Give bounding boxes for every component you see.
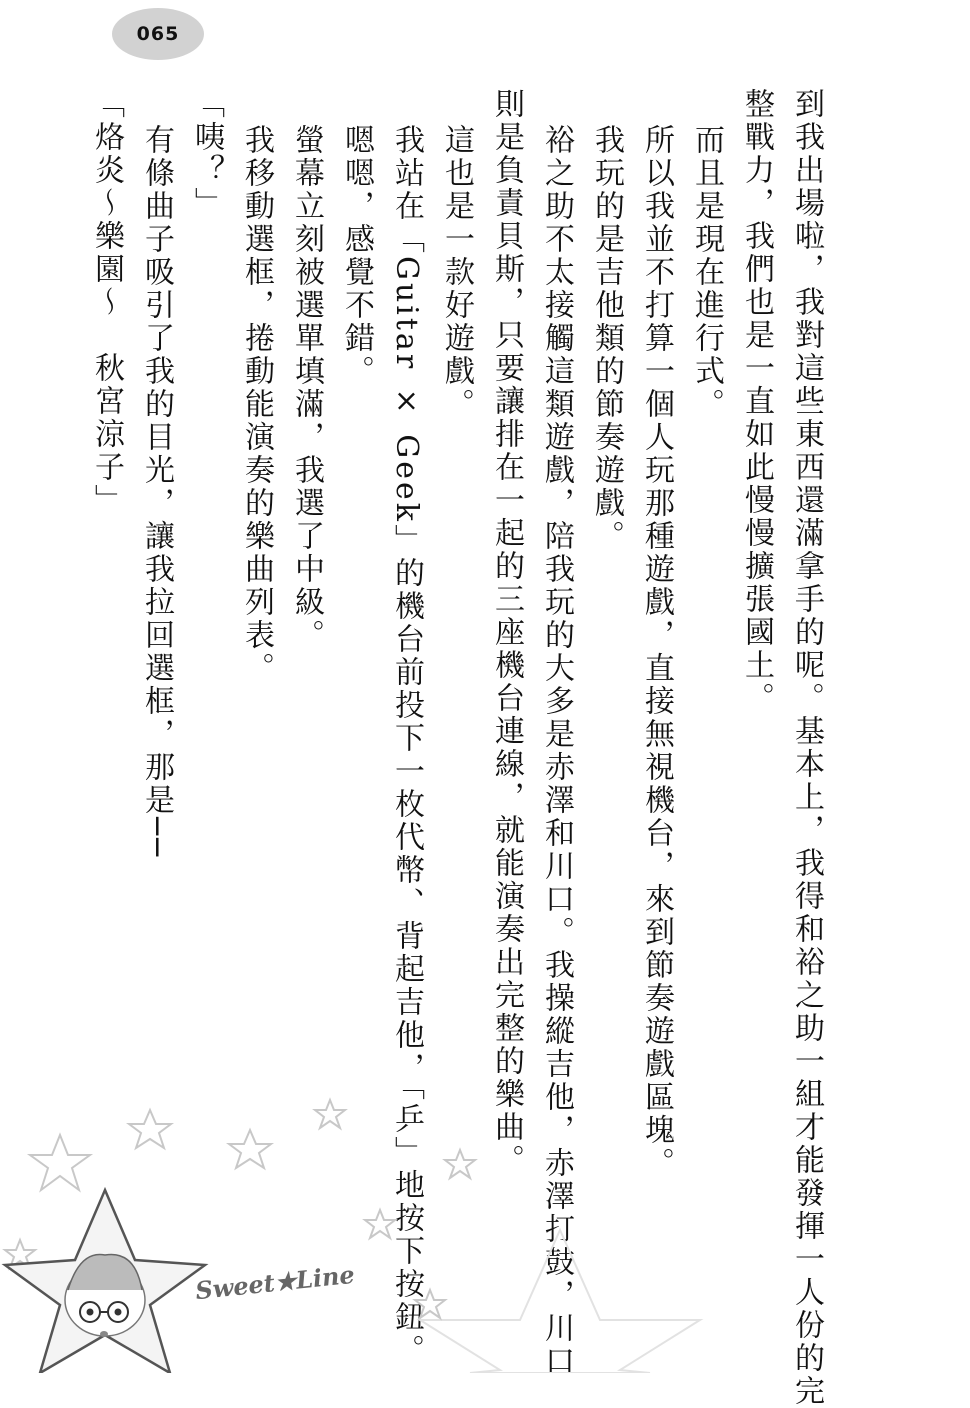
text-line: 這也是一款好遊戲。: [439, 124, 474, 421]
text-line: 有條曲子吸引了我的目光，讓我拉回選框，那是──: [139, 124, 174, 860]
text-line: 而且是現在進行式。: [689, 124, 724, 421]
text-line: 我移動選框，捲動能演奏的樂曲列表。: [239, 124, 274, 685]
page-number: 065: [112, 8, 204, 60]
text-line: 「烙炎～樂園～ 秋宮涼子」: [89, 88, 124, 517]
text-line: 到我出場啦，我對這些東西還滿拿手的呢。基本上，我得和裕之助一組才能發揮一人份的完: [789, 88, 824, 1408]
text-line: 裕之助不太接觸這類遊戲，陪我玩的大多是赤澤和川口。我操縱吉他，赤澤打鼓，川口: [539, 124, 574, 1378]
text-line: 所以我並不打算一個人玩那種遊戲，直接無視機台，來到節奏遊戲區塊。: [639, 124, 674, 1180]
brand-logo-text: Sweet★Line: [193, 1259, 356, 1306]
text-line: 則是負責貝斯，只要讓排在一起的三座機台連線，就能演奏出完整的樂曲。: [489, 88, 524, 1177]
text-line: 我站在「Guitar × Geek」的機台前投下一枚代幣、背起吉他，「乒」地按下按鈕。: [389, 124, 424, 1367]
decorative-stars: [0, 1090, 970, 1373]
text-line: 整戰力，我們也是一直如此慢慢擴張國土。: [739, 88, 774, 715]
text-line: 「咦？」: [189, 88, 224, 220]
text-line: 嗯嗯，感覺不錯。: [339, 124, 374, 388]
mascot-star: [5, 1190, 205, 1373]
text-line: 螢幕立刻被選單填滿，我選了中級。: [289, 124, 324, 652]
text-line: 我玩的是吉他類的節奏遊戲。: [589, 124, 624, 553]
